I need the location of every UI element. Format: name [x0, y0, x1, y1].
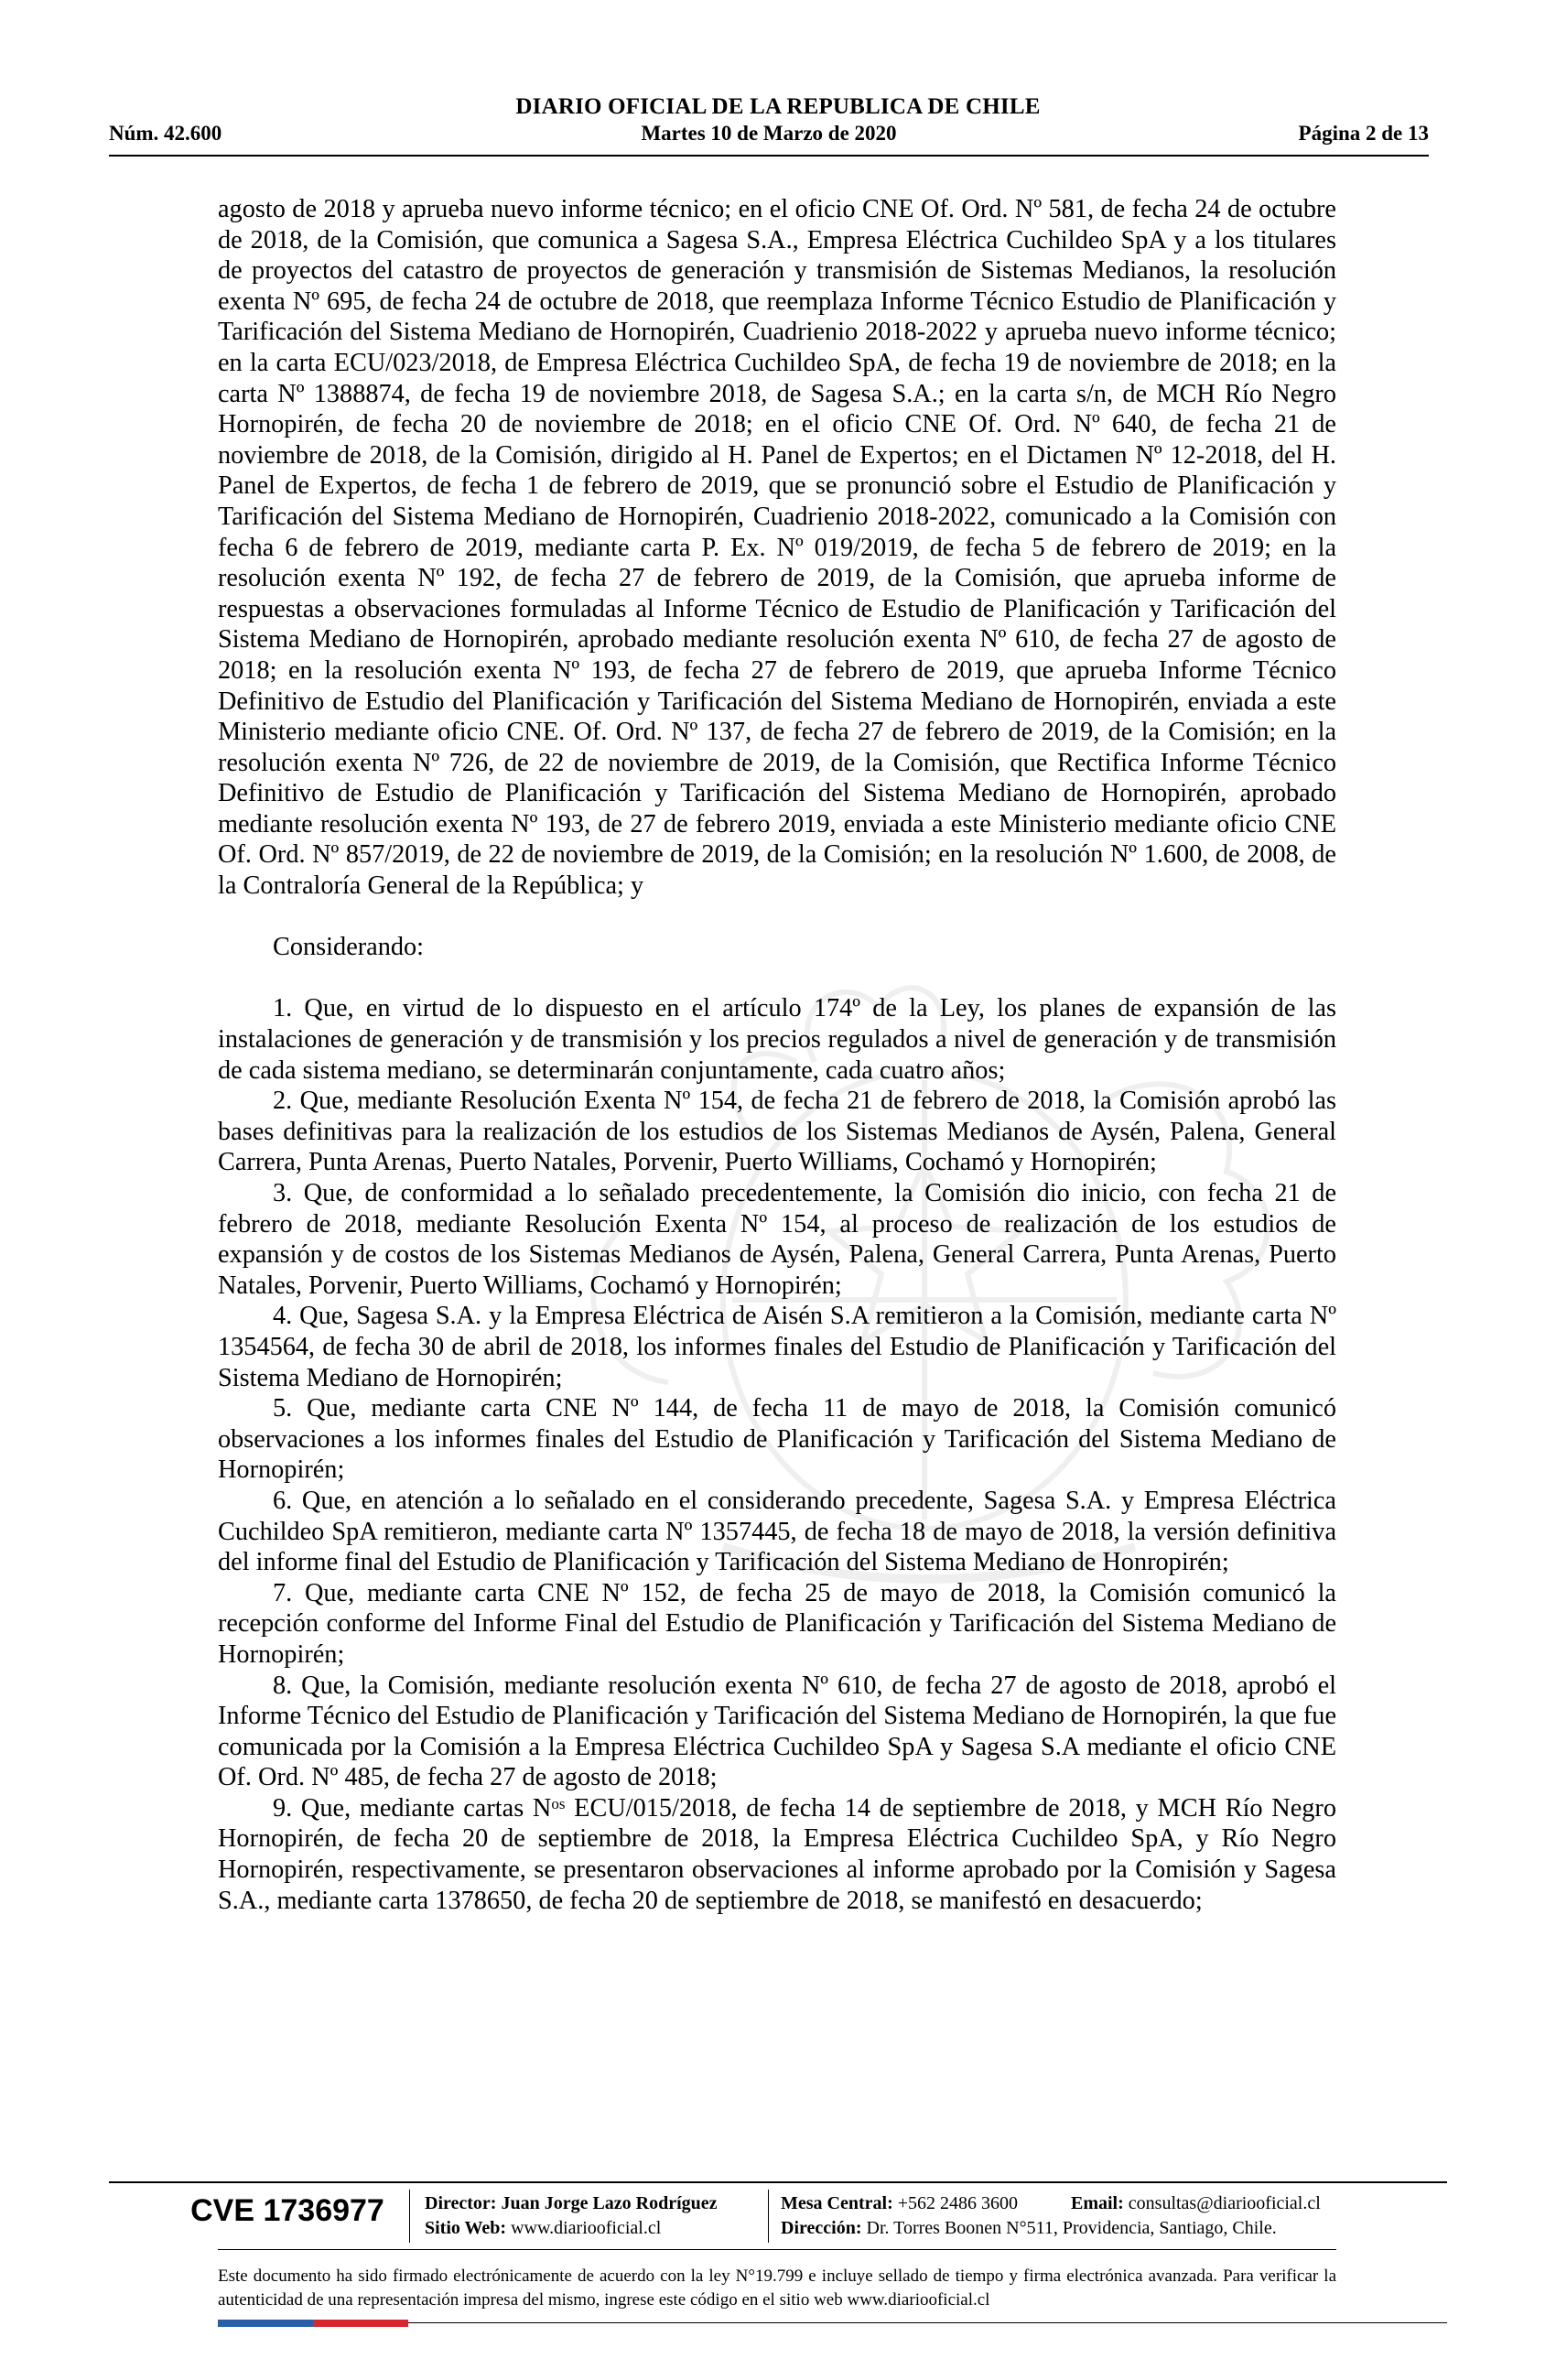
signature-notice: Este documento ha sido firmado electrónicamente de acuerdo con la ley N°19.799 e incluye sellado de tiempo y firma electrónica avanzada. Para verificar la autenticidad de una representación impresa del mismo, ingrese este código en el sitio web www.diariooficial.cl: [218, 2266, 1336, 2310]
item-9-superscript: os: [551, 1794, 566, 1812]
footer-director-block: [425, 2191, 718, 2241]
considerando-item-8: 8. Que, la Comisión, mediante resolución exenta Nº 610, de fecha 27 de agosto de 2018, aprobó el Informe Técnico del Estudio de Planificación y Tarificación del Sistema Mediano de Hornopirén, la que fue comunicada por la Comisión a la Empresa Eléctrica Cuchildeo SpA y Sagesa S.A mediante el oficio CNE Of. Ord. Nº 485, de fecha 27 de agosto de 2018;: [218, 1671, 1336, 1792]
director-label: Director:: [425, 2193, 497, 2213]
considerando-item-4: 4. Que, Sagesa S.A. y la Empresa Eléctrica de Aisén S.A remitieron a la Comisión, mediante carta Nº 1354564, de fecha 30 de abril de 2018, los informes finales del Estudio de Planificación y Tarificación del Sistema Mediano de Hornopirén;: [218, 1302, 1336, 1392]
footer-separator: [768, 2190, 769, 2243]
website-label: Sitio Web:: [425, 2218, 507, 2238]
address-label: Dirección:: [781, 2218, 862, 2238]
footer-inner-divider: [218, 2249, 1336, 2250]
header-divider: [109, 155, 1429, 157]
phone-number: +562 2486 3600: [897, 2193, 1019, 2213]
flag-blue-segment: [218, 2320, 313, 2327]
item-9-start: 9. Que, mediante cartas N: [273, 1793, 552, 1823]
director-name: Juan Jorge Lazo Rodríguez: [501, 2193, 718, 2213]
website-link[interactable]: www.diariooficial.cl: [511, 2218, 662, 2238]
header-row: [109, 122, 1429, 149]
issue-number: Núm. 42.600: [109, 122, 222, 145]
flag-stripe: [218, 2320, 408, 2327]
issue-date: Martes 10 de Marzo de 2020: [641, 122, 897, 145]
considerando-item-5: 5. Que, mediante carta CNE Nº 144, de fecha 11 de mayo de 2018, la Comisión comunicó observaciones a los informes finales del Estudio de Planificación y Tarificación del Sistema Mediano de Hornopirén;: [218, 1394, 1336, 1485]
considerando-item-2: 2. Que, mediante Resolución Exenta Nº 154, de fecha 21 de febrero de 2018, la Comisión aprobó las bases definitivas para la realización de los estudios de los Sistemas Medianos de Aysén, Palena, General Carrera, Punta Arenas, Puerto Natales, Porvenir, Puerto Williams, Cochamó y Hornopirén;: [218, 1087, 1336, 1177]
email-link[interactable]: consultas@diariooficial.cl: [1128, 2193, 1321, 2213]
considerando-item-1: 1. Que, en virtud de lo dispuesto en el artículo 174º de la Ley, los planes de expansión de las instalaciones de generación y de transmisión y los precios regulados a nivel de generación y de transmisión de cada sistema mediano, se determinarán conjuntamente, cada cuatro años;: [218, 994, 1336, 1085]
cve-code: CVE 1736977: [190, 2193, 384, 2228]
considerando-item-6: 6. Que, en atención a lo señalado en el considerando precedente, Sagesa S.A. y Empresa Eléctrica Cuchildeo SpA remitieron, mediante carta Nº 1357445, de fecha 18 de mayo de 2018, la versión definitiva del informe final del Estudio de Planificación y Tarificación del Sistema Mediano de Honropirén;: [218, 1486, 1336, 1577]
item-9-rest: ECU/015/2018, de fecha 14 de septiembre de 2018, y MCH Río Negro Hornopirén, de fecha 20 de septiembre de 2018, la Empresa Eléctrica Cuchildeo SpA, y Río Negro Hornopirén, respectivamente, se presentaron observaciones al informe aprobado por la Comisión y Sagesa S.A., mediante carta 1378650, de fecha 20 de septiembre de 2018, se manifestó en desacuerdo;: [218, 1793, 1336, 1915]
newspaper-title: DIARIO OFICIAL DE LA REPUBLICA DE CHILE: [515, 94, 1041, 119]
considerando-heading: Considerando:: [273, 933, 425, 962]
considerando-item-3: 3. Que, de conformidad a lo señalado precedentemente, la Comisión dio inicio, con fecha 21 de febrero de 2018, mediante Resolución Exenta Nº 154, al proceso de realización de los estudios de expansión y de costos de los Sistemas Medianos de Aysén, Palena, General Carrera, Punta Arenas, Puerto Natales, Porvenir, Puerto Williams, Cochamó y Hornopirén;: [218, 1179, 1336, 1300]
page-number: Página 2 de 13: [1298, 122, 1429, 145]
flag-red-segment: [313, 2320, 408, 2327]
footer-bottom-rule: [408, 2322, 1447, 2323]
footer-separator: [409, 2190, 410, 2243]
email-label: Email:: [1071, 2193, 1124, 2213]
footer-divider: [109, 2181, 1447, 2183]
preamble-paragraph: agosto de 2018 y aprueba nuevo informe técnico; en el oficio CNE Of. Ord. Nº 581, de fecha 24 de octubre de 2018, de la Comisión, que comunica a Sagesa S.A., Empresa Eléctrica Cuchildeo SpA y a los titulares de proyectos del catastro de proyectos de generación y transmisión de Sistemas Medianos, la resolución exenta Nº 695, de fecha 24 de octubre de 2018, que reemplaza Informe Técnico Estudio de Planificación y Tarificación del Sistema Mediano de Hornopirén, Cuadrienio 2018-2022 y aprueba nuevo informe técnico; en la carta ECU/023/2018, de Empresa Eléctrica Cuchildeo SpA, de fecha 19 de noviembre de 2018; en la carta Nº 1388874, de fecha 19 de noviembre 2018, de Sagesa S.A.; en la carta s/n, de MCH Río Negro Hornopirén, de fecha 20 de noviembre de 2018; en el oficio CNE Of. Ord. Nº 640, de fecha 21 de noviembre de 2018, de la Comisión, dirigido al H. Panel de Expertos; en el Dictamen Nº 12-2018, del H. Panel de Expertos, de fecha 1 de febrero de 2019, que se pronunció sobre el Estudio de Planificación y Tarificación del Sistema Mediano de Hornopirén, Cuadrienio 2018-2022, comunicado a la Comisión con fecha 6 de febrero de 2019, mediante carta P. Ex. Nº 019/2019, de fecha 5 de febrero de 2019; en la resolución exenta Nº 192, de fecha 27 de febrero de 2019, de la Comisión, que aprueba informe de respuestas a observaciones formuladas al Informe Técnico de Estudio de Planificación y Tarificación del Sistema Mediano de Hornopirén, aprobado mediante resolución exenta Nº 610, de fecha 27 de agosto de 2018; en la resolución exenta Nº 193, de fecha 27 de febrero de 2019, que aprueba Informe Técnico Definitivo de Estudio del Planificación y Tarificación del Sistema Mediano de Hornopirén, enviada a este Ministerio mediante oficio CNE. Of. Ord. Nº 137, de fecha 27 de febrero de 2019, de la Comisión; en la resolución exenta Nº 726, de 22 de noviembre de 2019, de la Comisión, que Rectifica Informe Técnico Definitivo de Estudio de Planificación y Tarificación del Sistema Mediano de Hornopirén, aprobado mediante resolución exenta Nº 193, de 27 de febrero 2019, enviada a este Ministerio mediante oficio CNE Of. Ord. Nº 857/2019, de 22 de noviembre de 2019, de la Comisión; en la resolución Nº 1.600, de 2008, de la Contraloría General de la República; y: [218, 195, 1336, 901]
address-text: Dr. Torres Boonen N°511, Providencia, Santiago, Chile.: [866, 2218, 1277, 2238]
considerando-item-7: 7. Que, mediante carta CNE Nº 152, de fecha 25 de mayo de 2018, la Comisión comunicó la recepción conforme del Informe Final del Estudio de Planificación y Tarificación del Sistema Mediano de Hornopirén;: [218, 1578, 1336, 1669]
phone-label: Mesa Central:: [781, 2193, 893, 2213]
considerando-item-9: [218, 1793, 1336, 1916]
footer-contact-block: [781, 2191, 1321, 2241]
document-body: [218, 194, 1336, 1916]
